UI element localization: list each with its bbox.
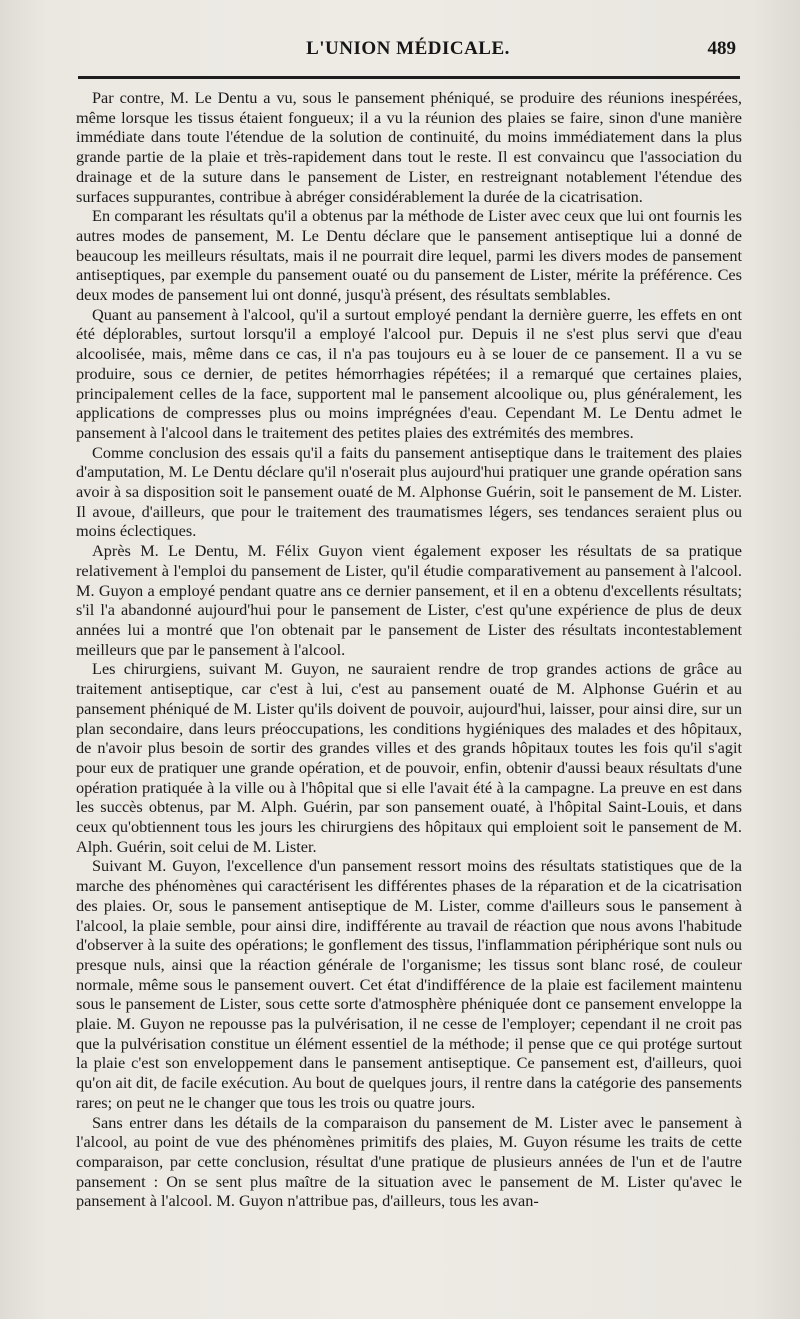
paragraph: Par contre, M. Le Dentu a vu, sous le pansement phéniqué, se produire des réunions inespérées, même lorsque les tissus étaient fongueux; il a vu la réunion des plaies se faire, sinon d'une manière immédiate dans toute l'étendue de la solution de continuité, du moins immédiatement dans la plus grande partie de la plaie et très-rapidement dans tout le reste. Il est convaincu que l'association du drainage et de la suture dans le pansement de Lister, en restreignant notablement l'étendue des surfaces suppurantes, contribue à abréger considérablement la durée de la cicatrisation. [76,88,742,206]
paragraph: Suivant M. Guyon, l'excellence d'un pansement ressort moins des résultats statistiques que de la marche des phénomènes qui caractérisent les différentes phases de la réparation et de la cicatrisation des plaies. Or, sous le pansement antiseptique de M. Lister, comme d'ailleurs sous le pansement à l'alcool, la plaie semble, pour ainsi dire, indifférente au travail de réaction que nous avons l'habitude d'observer à la suite des opérations; le gonflement des tissus, l'inflammation périphérique sont nuls ou presque nuls, ainsi que la réaction générale de l'organisme; les tissus sont blanc rosé, de couleur normale, même sous le pansement ouvert. Cet état d'indifférence de la plaie est facilement maintenu sous le pansement de Lister, sous cette sorte d'atmosphère phéniquée dont ce pansement enveloppe la plaie. M. Guyon ne repousse pas la pulvérisation, il ne cesse de l'employer; cependant il ne croit pas que la pulvérisation constitue un élément essentiel de la méthode; il pense que ce qui protége surtout la plaie c'est son enveloppement dans le pansement antiseptique. Ce pansement est, d'ailleurs, quoi qu'on ait dit, de facile exécution. Au bout de quelques jours, il rentre dans la catégorie des pansements rares; on peut ne le changer que tous les trois ou quatre jours. [76,856,742,1112]
paragraph: Quant au pansement à l'alcool, qu'il a surtout employé pendant la dernière guerre, les effets en ont été déplorables, surtout lorsqu'il a employé l'alcool pur. Depuis il ne s'est plus servi que d'eau alcoolisée, mais, même dans ce cas, il n'a pas toujours eu à se louer de ce pansement. Il a vu se produire, sous ce dernier, de petites hémorrhagies répétées; il a remarqué que certaines plaies, principalement celles de la face, supportent mal le pansement alcoolique ou, plus généralement, les applications de compresses plus ou moins imprégnées d'eau. Cependant M. Le Dentu admet le pansement à l'alcool dans le traitement des petites plaies des extrémités des membres. [76,304,742,442]
article-body [76,88,742,1211]
paragraph: Après M. Le Dentu, M. Félix Guyon vient également exposer les résultats de sa pratique relativement à l'emploi du pansement de Lister, qu'il étudie comparativement au pansement à l'alcool. M. Guyon a employé pendant quatre ans ce dernier pansement, et il en a obtenu d'excellents résultats; s'il l'a abandonné aujourd'hui pour le pansement de Lister, c'est qu'une expérience de plus de deux années lui a montré que l'on obtenait par le pansement de Lister des résultats incontestablement meilleurs que par le pansement à l'alcool. [76,541,742,659]
running-title: L'UNION MÉDICALE. [306,38,510,59]
paragraph: Sans entrer dans les détails de la comparaison du pansement de M. Lister avec le pansement à l'alcool, au point de vue des phénomènes primitifs des plaies, M. Guyon résume les traits de cette comparaison, par cette conclusion, résultat d'une pratique de plusieurs années de l'un et de l'autre pansement : On se sent plus maître de la situation avec le pansement de M. Lister qu'avec le pansement à l'alcool. M. Guyon n'attribue pas, d'ailleurs, tous les avan- [76,1112,742,1211]
paragraph: Comme conclusion des essais qu'il a faits du pansement antiseptique dans le traitement des plaies d'amputation, M. Le Dentu déclare qu'il n'oserait plus aujourd'hui pratiquer une grande opération sans avoir à sa disposition soit le pansement ouaté de M. Alphonse Guérin, soit le pansement de M. Lister. Il avoue, d'ailleurs, que pour le traitement des traumatismes légers, ses tendances seraient plus ou moins éclectiques. [76,442,742,541]
header-rule [78,76,740,79]
page-number: 489 [707,38,736,59]
paragraph: En comparant les résultats qu'il a obtenus par la méthode de Lister avec ceux que lui ont fournis les autres modes de pansement, M. Le Dentu déclare que le pansement antiseptique lui a donné de beaucoup les meilleurs résultats, mais il ne pourrait dire lequel, parmi les divers modes de pansement antiseptiques, par exemple du pansement ouaté ou du pansement de Lister, mérite la préférence. Ces deux modes de pansement lui ont donné, jusqu'à présent, des résultats semblables. [76,206,742,305]
page-header [78,34,738,70]
paragraph: Les chirurgiens, suivant M. Guyon, ne sauraient rendre de trop grandes actions de grâce au traitement antiseptique, car c'est à lui, c'est au pansement ouaté de M. Alphonse Guérin et au pansement phéniqué de M. Lister qu'ils doivent de pouvoir, aujourd'hui, laisser, pour ainsi dire, sur un plan secondaire, dans leurs préoccupations, les conditions hygiéniques des malades et des hôpitaux, de n'avoir plus besoin de sortir des grandes villes et des grands hôpitaux toutes les fois qu'il s'agit pour eux de pratiquer une grande opération, et de pouvoir, enfin, obtenir d'aussi beaux résultats d'une opération pratiquée à la ville ou à l'hôpital que si elle l'avait été à la campagne. La preuve en est dans les succès obtenus, par M. Alph. Guérin, par son pansement ouaté, à l'hôpital Saint-Louis, et dans ceux qu'obtiennent tous les jours les chirurgiens des hôpitaux qui emploient soit le pansement de M. Alph. Guérin, soit celui de M. Lister. [76,659,742,856]
